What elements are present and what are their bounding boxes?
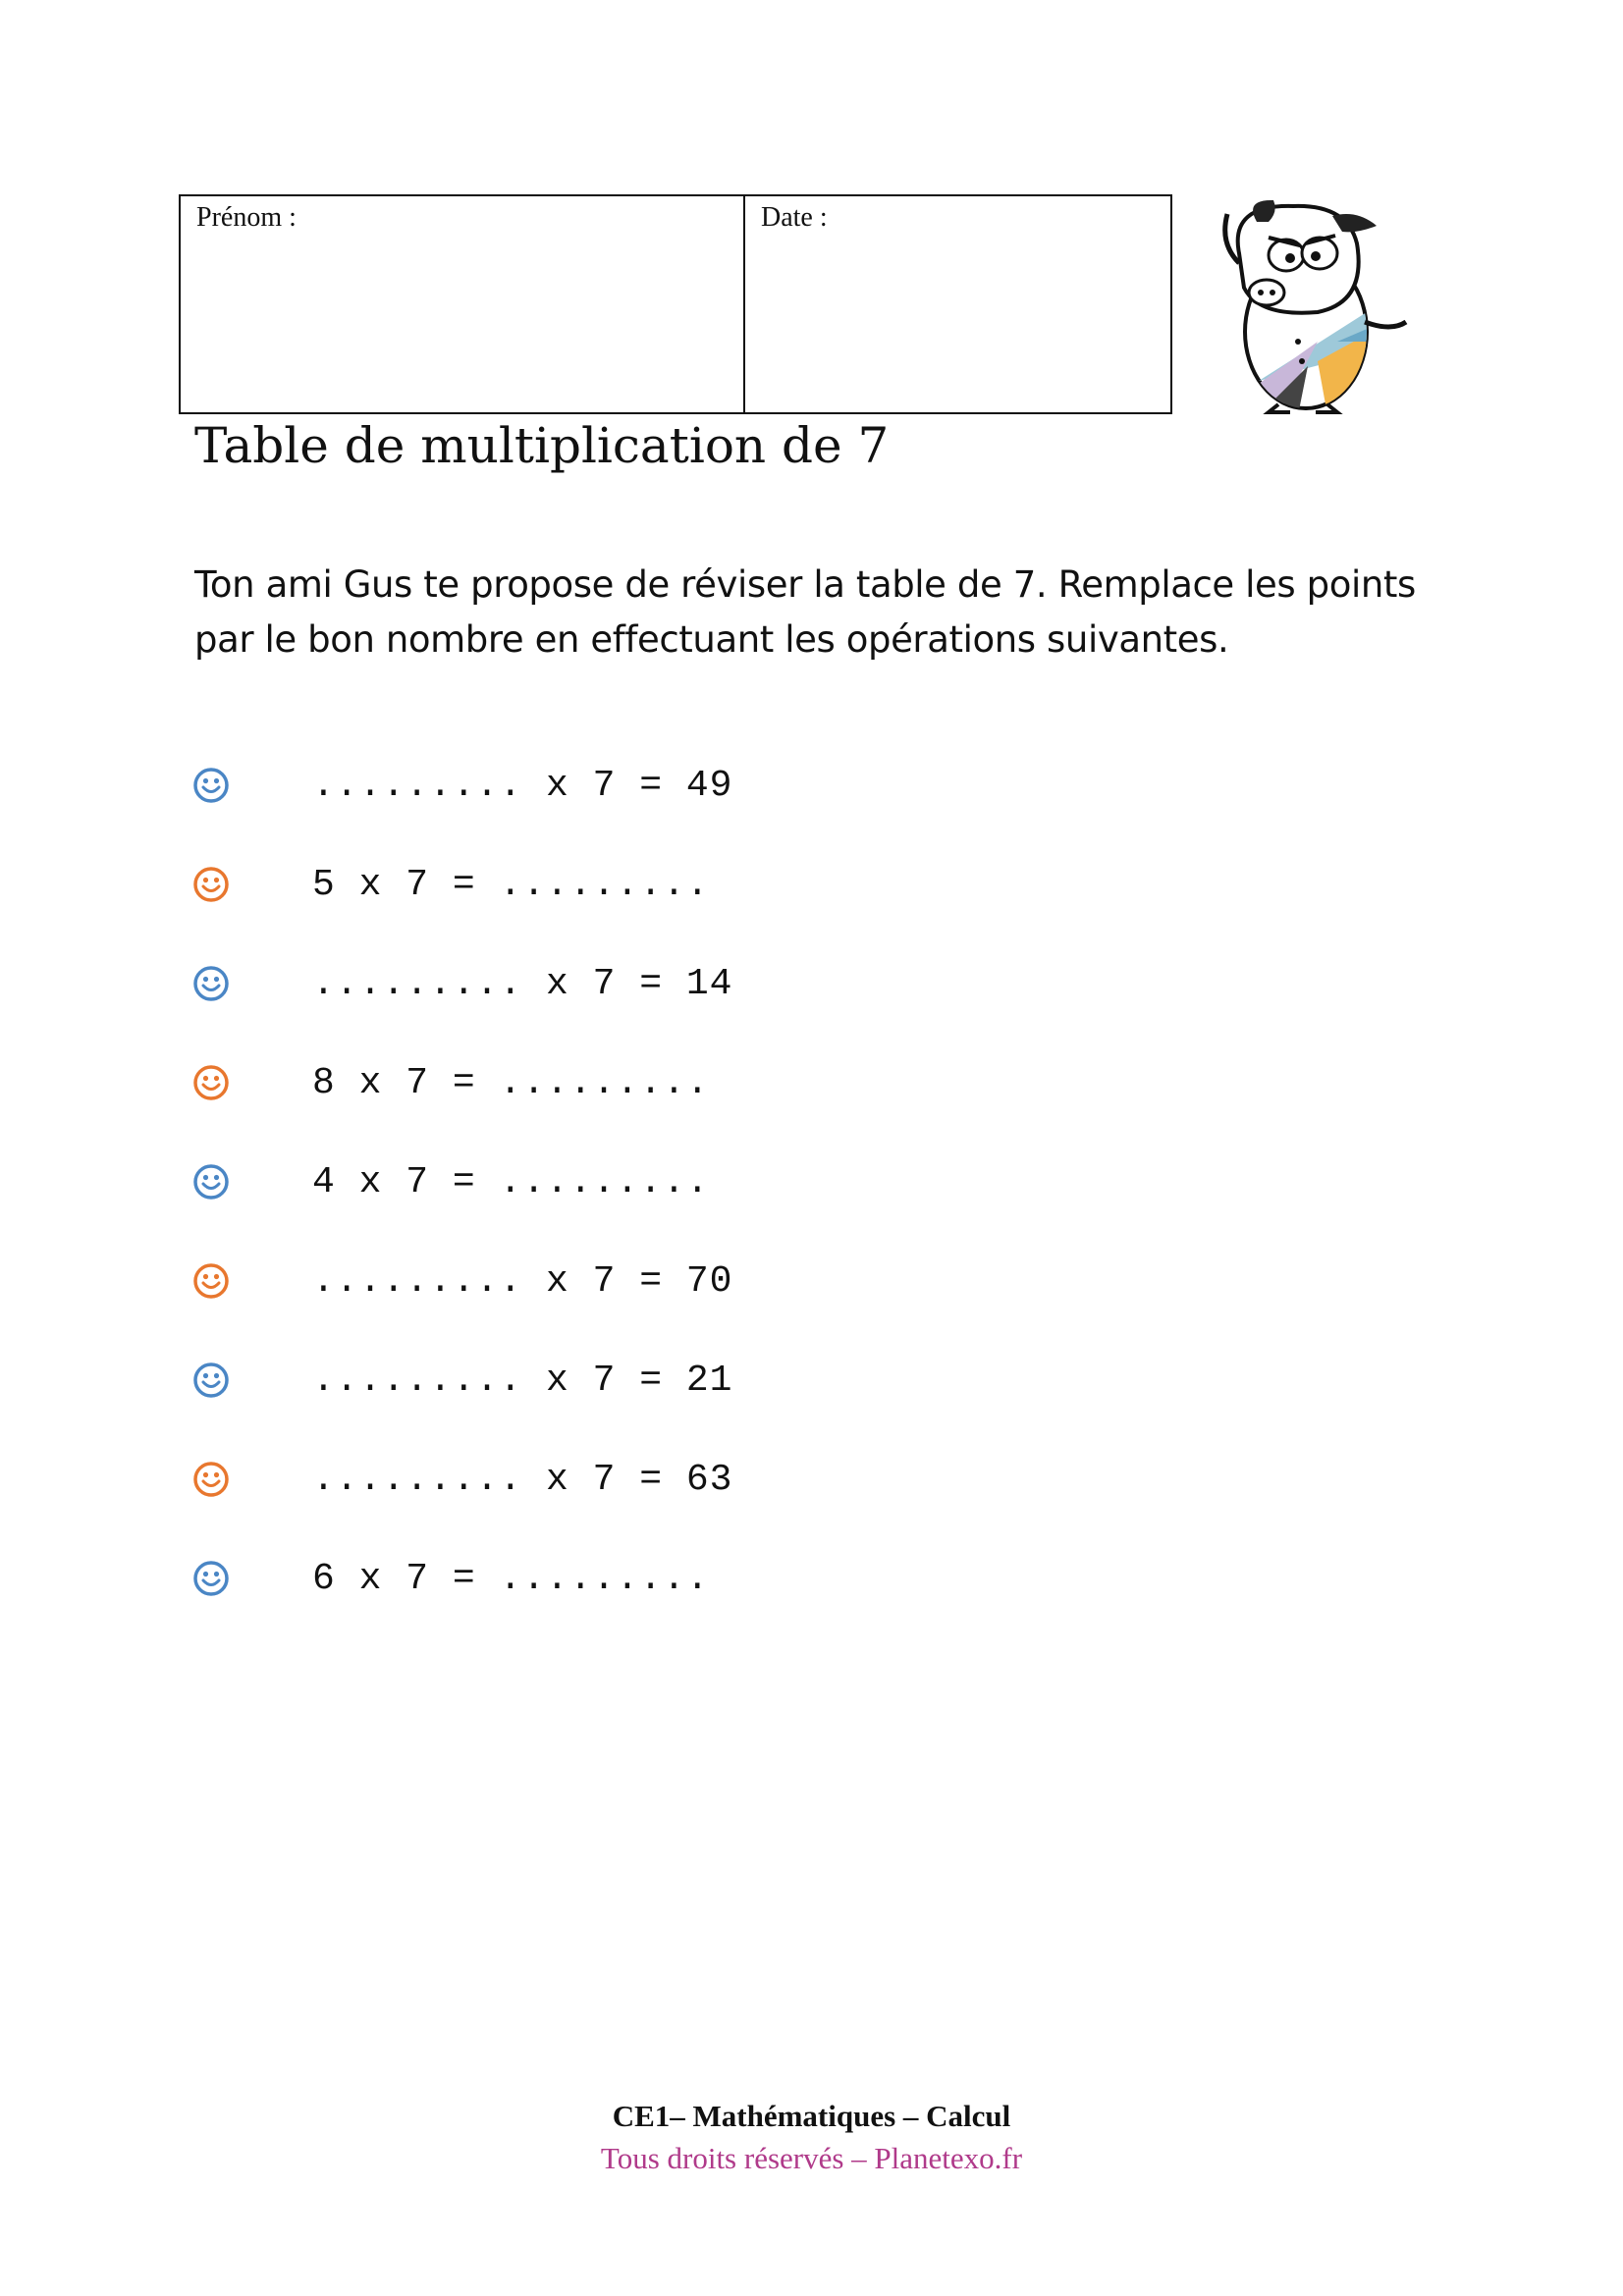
equation-text: ......... x 7 = 70	[312, 1259, 733, 1303]
exercise-item	[192, 756, 732, 815]
equation-text: ......... x 7 = 14	[312, 962, 733, 1005]
footer-subject: CE1– Mathématiques – Calcul	[612, 2099, 1011, 2133]
exercise-item	[192, 1152, 710, 1211]
blue-smiley-icon	[192, 767, 230, 804]
name-field[interactable]	[181, 196, 745, 412]
blue-smiley-icon	[192, 1163, 230, 1201]
exercise-item	[192, 855, 710, 914]
instruction-text: Ton ami Gus te propose de réviser la table de 7. Remplace les points par le bon nombre en effectuant les opérations suivantes.	[194, 563, 1416, 661]
name-date-box	[179, 194, 1172, 414]
equation-text: 5 x 7 = .........	[312, 863, 710, 906]
orange-smiley-icon	[192, 866, 230, 903]
blue-smiley-icon	[192, 1560, 230, 1597]
name-label: Prénom :	[196, 202, 297, 233]
exercise-item	[192, 1549, 710, 1608]
equation-text: ......... x 7 = 49	[312, 764, 733, 807]
footer-rights: Tous droits réservés – Planetexo.fr	[600, 2141, 1023, 2175]
blue-smiley-icon	[192, 1362, 230, 1399]
exercise-item	[192, 1450, 732, 1509]
exercise-item	[192, 1351, 732, 1410]
equation-text: 8 x 7 = .........	[312, 1061, 710, 1104]
exercise-item	[192, 954, 732, 1013]
orange-smiley-icon	[192, 1262, 230, 1300]
blue-smiley-icon	[192, 965, 230, 1002]
equation-text: ......... x 7 = 63	[312, 1458, 733, 1501]
orange-smiley-icon	[192, 1064, 230, 1101]
page-title: Table de multiplication de 7	[194, 417, 890, 474]
date-label: Date :	[761, 202, 828, 233]
equation-text: 6 x 7 = .........	[312, 1557, 710, 1600]
exercise-item	[192, 1252, 732, 1310]
date-field[interactable]	[745, 196, 1170, 412]
exercise-item	[192, 1053, 710, 1112]
equation-text: ......... x 7 = 21	[312, 1359, 733, 1402]
gus-mascot-icon	[1200, 194, 1416, 415]
orange-smiley-icon	[192, 1461, 230, 1498]
equation-text: 4 x 7 = .........	[312, 1160, 710, 1203]
